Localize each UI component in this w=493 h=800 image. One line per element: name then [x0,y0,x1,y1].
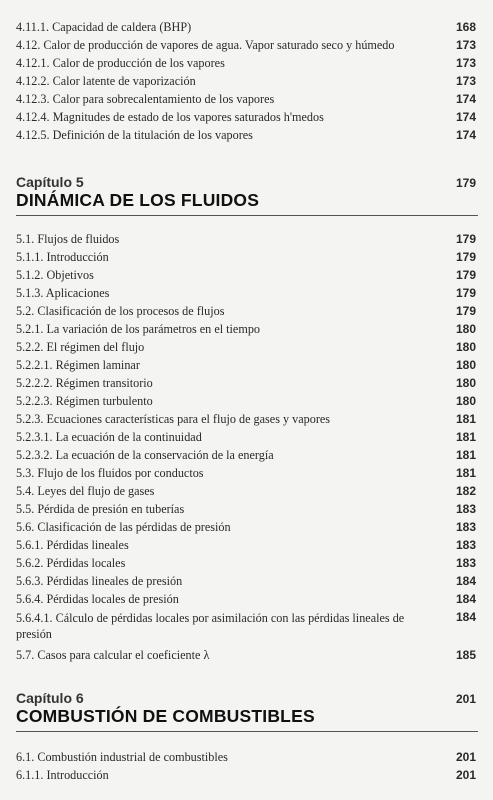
toc-entry-page: 174 [455,128,476,142]
toc-entry [16,358,476,373]
toc-entry-page: 184 [455,610,476,624]
chapter-label: Capítulo 6 [16,690,84,706]
toc-entry-title: 5.2.2.3. Régimen turbulento [16,394,153,408]
toc-entry-title: 5.2.3. Ecuaciones características para el flujo de gases y vapores [16,412,331,426]
toc-entry-title: 6.1. Combustión industrial de combustibles [16,750,228,764]
toc-entry-page: 179 [455,232,476,246]
toc-entry [16,56,476,71]
toc-entry [16,232,476,247]
toc-entry-page: 183 [455,502,476,516]
toc-entry [16,394,476,409]
toc-entry [16,648,476,663]
toc-entry-title: 5.2. Clasificación de los procesos de flujos [16,304,225,318]
toc-entry-page: 181 [455,466,476,480]
toc-entry [16,502,476,517]
toc-entry-page: 184 [455,592,476,606]
toc-entry-page: 183 [455,520,476,534]
toc-entry [16,38,476,53]
toc-entry-title: 4.12.5. Definición de la titulación de los vapores [16,128,253,142]
toc-entry-title: 5.3. Flujo de los fluidos por conductos [16,466,204,480]
toc-entry-page: 182 [455,484,476,498]
chapter-rule [16,215,478,216]
chapter-page: 201 [455,692,476,706]
toc-entry-page: 180 [455,376,476,390]
toc-entry-title: 4.12.4. Magnitudes de estado de los vapores saturados h'medos [16,110,324,124]
toc-entry-title: 5.1.2. Objetivos [16,268,94,282]
toc-entry-page: 173 [455,38,476,52]
chapter-label: Capítulo 5 [16,174,84,190]
chapter-rule [16,731,478,732]
toc-entry [16,574,476,589]
toc-entry-page: 174 [455,92,476,106]
toc-entry-page: 180 [455,358,476,372]
toc-entry [16,466,476,481]
toc-entry [16,322,476,337]
toc-entry [16,610,476,640]
toc-entry-title: 4.12.1. Calor de producción de los vapores [16,56,225,70]
toc-entry-title: 4.11.1. Capacidad de caldera (BHP) [16,20,192,34]
toc-entry-title: 5.2.2.2. Régimen transitorio [16,376,153,390]
toc-entry-title: 5.7. Casos para calcular el coeficiente λ [16,648,210,662]
toc-entry [16,412,476,427]
toc-entry-title: 5.1.1. Introducción [16,250,109,264]
toc-entry-title: 5.1.3. Aplicaciones [16,286,110,300]
toc-entry-page: 180 [455,394,476,408]
toc-entry-page: 179 [455,304,476,318]
toc-entry-page: 185 [455,648,476,662]
toc-entry-page: 179 [455,286,476,300]
toc-entry [16,484,476,499]
toc-entry-title: 5.6.1. Pérdidas lineales [16,538,129,552]
chapter-page: 179 [455,176,476,190]
toc-entry-title: 5.2.1. La variación de los parámetros en el tiempo [16,322,261,336]
toc-entry-page: 183 [455,556,476,570]
toc-entry [16,448,476,463]
toc-entry-title: 5.6.2. Pérdidas locales [16,556,126,570]
toc-entry [16,286,476,301]
toc-entry [16,592,476,607]
toc-entry-title: 5.2.3.1. La ecuación de la continuidad [16,430,202,444]
toc-entry-page: 201 [455,768,476,782]
toc-entry [16,250,476,265]
toc-entry-page: 173 [455,56,476,70]
toc-entry-title: 4.12.2. Calor latente de vaporización [16,74,196,88]
toc-entry-title: 5.6.4. Pérdidas locales de presión [16,592,179,606]
toc-entry [16,768,476,783]
toc-entry-title: 4.12. Calor de producción de vapores de agua. Vapor saturado seco y húmedo [16,38,395,52]
toc-entry [16,430,476,445]
toc-entry [16,556,476,571]
toc-entry-title: 5.6. Clasificación de las pérdidas de presión [16,520,231,534]
toc-entry [16,92,476,107]
toc-entry-page: 180 [455,340,476,354]
toc-entry-page: 168 [455,20,476,34]
toc-entry-title: 5.2.2. El régimen del flujo [16,340,145,354]
toc-entry-page: 184 [455,574,476,588]
toc-entry-title: 5.2.2.1. Régimen laminar [16,358,140,372]
toc-entry-title: 5.1. Flujos de fluidos [16,232,120,246]
toc-entry-page: 181 [455,448,476,462]
toc-entry-page: 179 [455,250,476,264]
toc-entry [16,538,476,553]
toc-entry [16,304,476,319]
toc-entry-page: 179 [455,268,476,282]
toc-entry [16,20,476,35]
toc-entry-title: 4.12.3. Calor para sobrecalentamiento de los vapores [16,92,275,106]
toc-entry [16,520,476,535]
toc-entry-page: 180 [455,322,476,336]
toc-entry-page: 201 [455,750,476,764]
toc-entry-title: 5.5. Pérdida de presión en tuberías [16,502,185,516]
toc-entry-title: 5.6.3. Pérdidas lineales de presión [16,574,183,588]
toc-entry-page: 181 [455,412,476,426]
toc-entry-page: 173 [455,74,476,88]
toc-entry-title: 6.1.1. Introducción [16,768,109,782]
toc-entry [16,750,476,765]
toc-entry [16,128,476,143]
toc-entry [16,268,476,283]
toc-entry-page: 181 [455,430,476,444]
toc-entry [16,110,476,125]
chapter-title: DINÁMICA DE LOS FLUIDOS [16,190,260,210]
toc-entry [16,340,476,355]
toc-entry-title: 5.2.3.2. La ecuación de la conservación de la energía [16,448,274,462]
chapter-title: COMBUSTIÓN DE COMBUSTIBLES [16,706,315,726]
toc-entry [16,376,476,391]
toc-entry-page: 174 [455,110,476,124]
toc-entry-page: 183 [455,538,476,552]
toc-entry-title: 5.4. Leyes del flujo de gases [16,484,155,498]
toc-entry [16,74,476,89]
toc-entry-title: 5.6.4.1. Cálculo de pérdidas locales por asimilación con las pérdidas lineales de presión [16,611,405,641]
